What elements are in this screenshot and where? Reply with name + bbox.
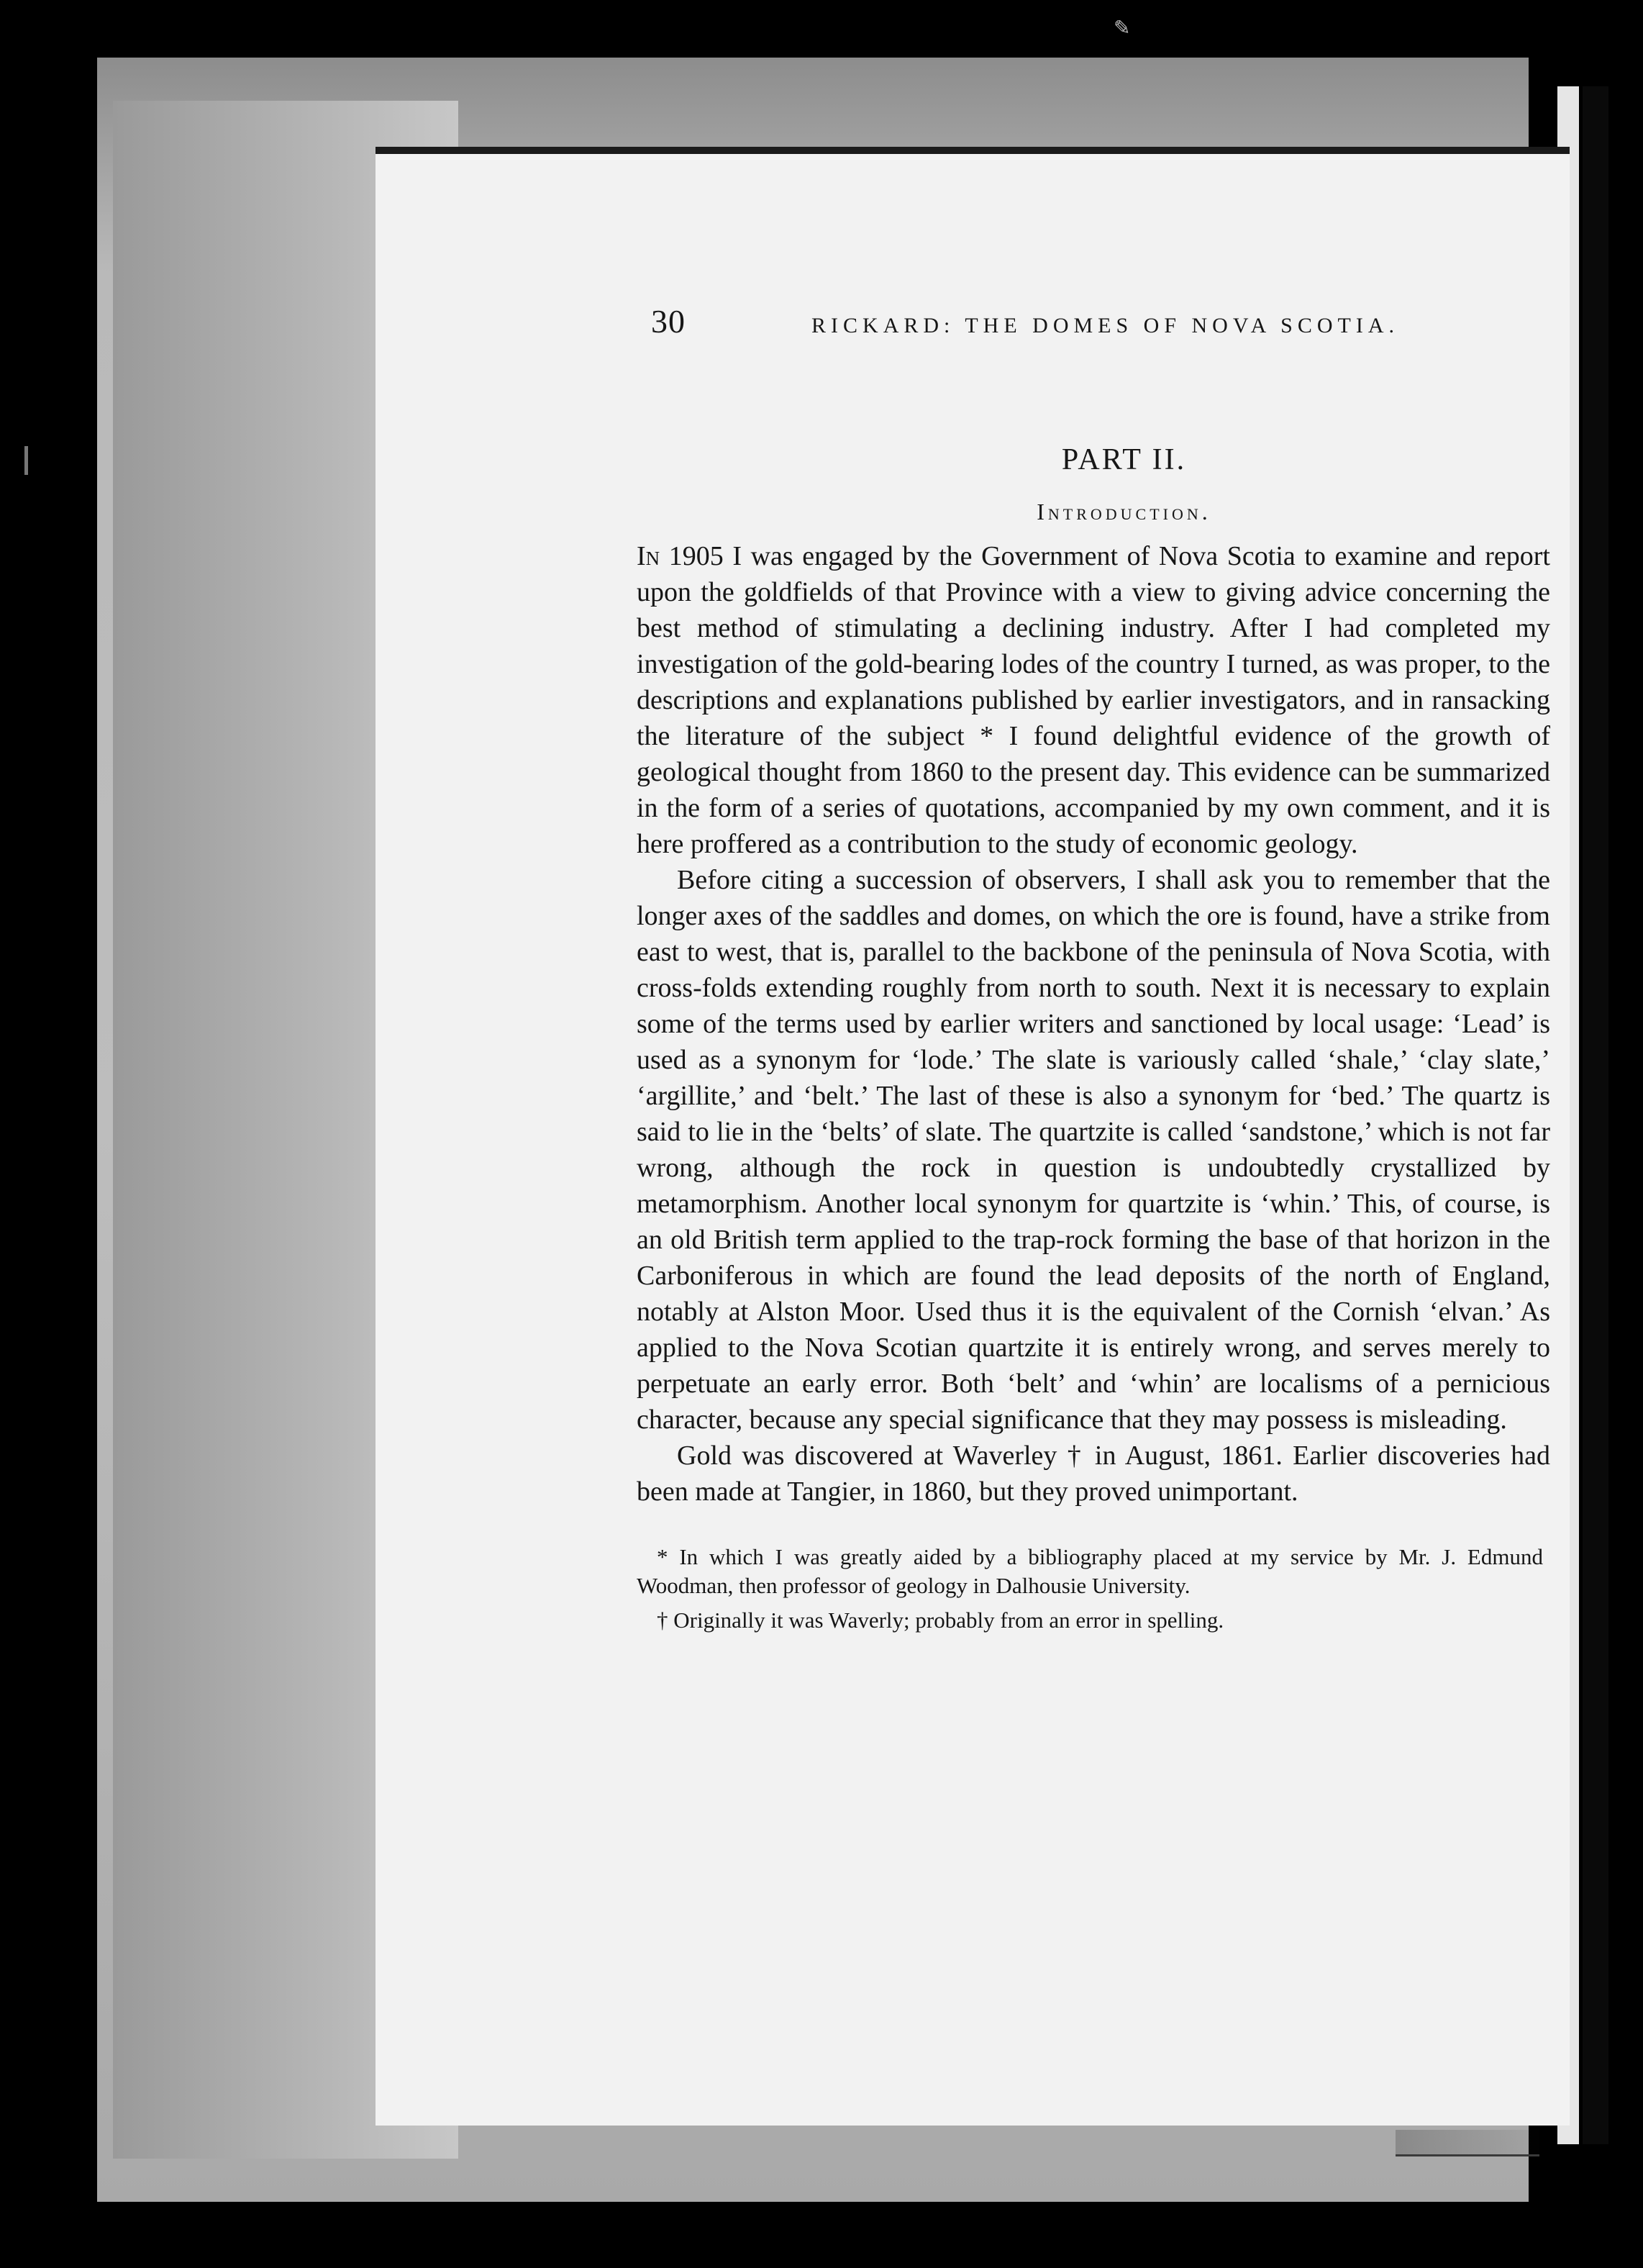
scan-speck bbox=[24, 446, 28, 475]
paragraph-1-lead: In bbox=[637, 541, 660, 571]
footnote-2: † Originally it was Waverly; probably from an error in spelling. bbox=[657, 1607, 1224, 1633]
paragraph-1-text: 1905 I was engaged by the Government of Nova Scotia to examine and report upon the goldfields of that Province with a view to giving advice concerning the best method of stimulating a declining industry. After I had completed my investigation of the gold-bearing lodes of the country I turned, as was proper, to the descriptions and explanations published by earlier investigators, and in ransacking the literature of the subject * I found delightful evidence of the growth of geological thought from 1860 to the present day. This evidence can be summarized in the form of a series of quotations, accompanied by my own comment, and it is here proffered as a contribution to the study of economic geology. bbox=[637, 541, 1550, 859]
footnote-1: * In which I was greatly aided by a bibliography placed at my service by Mr. J. Edmund Woodman, then professor of geology in Dalhousie University. bbox=[637, 1544, 1543, 1598]
paragraph-2: Before citing a succession of observers, I shall ask you to remember that the longer axes of the saddles and domes, on which the ore is found, have a strike from east to west, that is, parallel to the backbone of the peninsula of Nova Scotia, with cross-folds extending roughly from north to south. Next it is necessary to explain some of the terms used by earlier writers and sanctioned by local usage: ‘Lead’ is used as a synonym for ‘lode.’ The slate is variously called ‘shale,’ ‘clay slate,’ ‘argillite,’ and ‘belt.’ The last of these is also a synonym for ‘bed.’ The quartz is said to lie in the ‘belts’ of slate. The quartzite is called ‘sandstone,’ which is not far wrong, although the rock in question is undoubtedly crystallized by metamorphism. Another local synonym for quartzite is ‘whin.’ This, of course, is an old British term applied to the trap-rock forming the base of that horizon in the Carboniferous in which are found the lead deposits of the north of England, notably at Alston Moor. Used thus it is the equivalent of the Cornish ‘elvan.’ As applied to the Nova Scotian quartzite it is entirely wrong, and serves merely to perpetuate an early error. Both ‘belt’ and ‘whin’ are localisms of a pernicious character, because any special significance that they may possess is misleading. bbox=[637, 865, 1550, 1435]
paragraph-1 bbox=[637, 538, 1550, 862]
scan-mark-icon: ✎ bbox=[1114, 16, 1131, 40]
page-number: 30 bbox=[651, 303, 686, 340]
running-head: RICKARD: THE DOMES OF NOVA SCOTIA. bbox=[811, 314, 1399, 337]
page-content bbox=[637, 302, 1550, 1641]
page-header bbox=[651, 302, 1399, 340]
footnotes bbox=[637, 1543, 1543, 1635]
library-stamp bbox=[1396, 2130, 1539, 2156]
body-text bbox=[637, 538, 1550, 1510]
part-title: PART II. bbox=[1061, 443, 1187, 476]
paragraph-3: Gold was discovered at Waverley † in August, 1861. Earlier discoveries had been made at Tangier, in 1860, but they proved unimportant. bbox=[637, 1441, 1550, 1507]
section-title: Introduction. bbox=[1037, 499, 1211, 525]
binding-strip bbox=[1583, 86, 1608, 2144]
